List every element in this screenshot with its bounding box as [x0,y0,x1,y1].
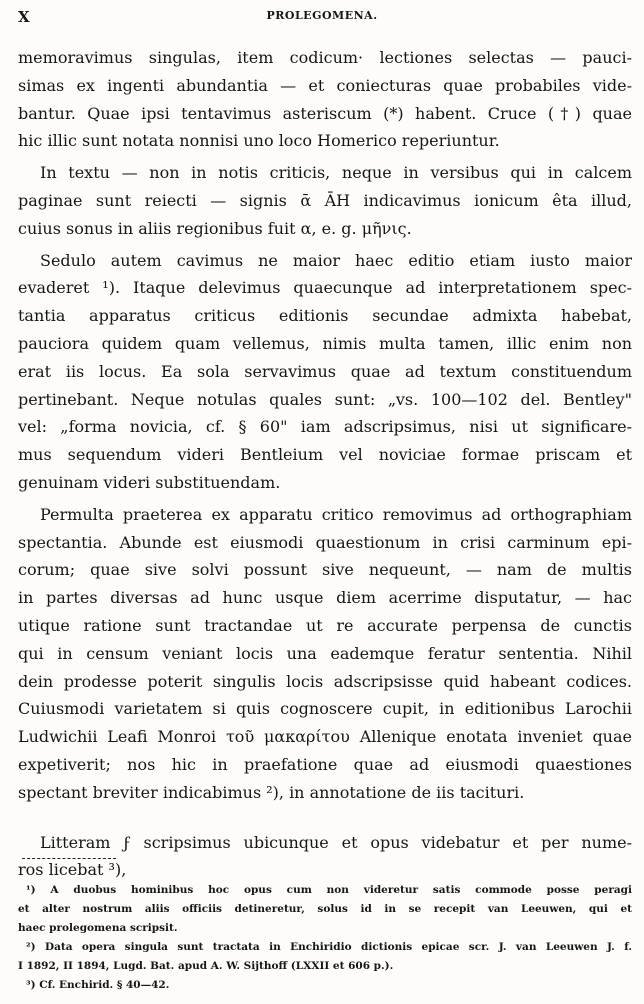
text-line: Ludwichii Leafi Monroi τοῦ μακαρίτου Allenique enotata inveniet quae [18,727,632,747]
text-line: simas ex ingenti abundantia — et coniecturas quae probabiles vide- [18,75,632,95]
footnote-rule [22,858,116,859]
text-line: spectant breviter indicabimus ²), in annotatione de iis tacituri. [18,782,525,802]
running-title: PROLEGOMENA. [266,9,378,22]
text-line: mus sequendum videri Bentleium vel noviciae formae priscam et [18,445,632,465]
footnote-line: ²) Data opera singula sunt tractata in Enchiridio dictionis epicae scr. J. van Leeuwen J. f. [26,941,632,953]
text-line: pertinebant. Neque notulas quales sunt: „vs. 100—102 del. Bentley" [18,389,632,409]
text-line: erat iis locus. Ea sola servavimus quae ad textum constituendum [18,361,632,381]
footnote-line: ¹) A duobus hominibus hoc opus cum non videretur satis commode posse peragi [26,884,632,896]
text-line: vel: „forma novicia, cf. § 60" iam adscripsimus, nisi ut significare- [18,417,632,437]
page-number: X [18,8,30,26]
footnote-line: haec prolegomena scripsit. [18,922,178,934]
text-line: Sedulo autem cavimus ne maior haec editio etiam iusto maior [40,250,632,270]
text-line: paginae sunt reiecti — signis ᾱ ᾹΗ indicavimus ionicum êta illud, [18,190,632,210]
text-line: cuius sonus in aliis regionibus fuit α, e. g. μῆνις. [18,218,412,238]
text-line: genuinam videri substituendam. [18,472,281,492]
text-line: hic illic sunt notata nonnisi uno loco Homerico reperiuntur. [18,131,500,151]
text-line: spectantia. Abunde est eiusmodi quaestionum in crisi carminum epi- [18,532,632,552]
footnote-line: et alter nostrum aliis officiis detineretur, solus id in se recepit van Leeuwen, qui et [18,903,632,915]
text-line: Cuiusmodi varietatem si quis cognoscere cupit, in editionibus Larochii [18,699,632,719]
text-line: evaderet ¹). Itaque delevimus quaecunque ad interpretationem spec- [18,278,632,298]
text-line: qui in censum veniant locis una eademque feratur sententia. Nihil [18,643,632,663]
text-line: In textu — non in notis criticis, neque in versibus qui in calcem [40,163,632,183]
text-line: corum; quae sive solvi possunt sive nequeunt, — nam de multis [18,560,632,580]
body-text [18,44,632,884]
page-header [18,6,626,28]
text-line: utique ratione sunt tractandae ut re accurate perpensa de cunctis [18,615,632,635]
text-line: Permulta praeterea ex apparatu critico removimus ad orthographiam [40,504,632,524]
text-line: Litteram ϝ scripsimus ubicunque et opus videbatur et per nume- [40,832,632,852]
text-line: memoravimus singulas, item codicum· lectiones selectas — pauci- [18,48,632,67]
text-line: in partes diversas ad hunc usque diem acerrime disputatur, — hac [18,588,632,608]
text-line: dein prodesse poterit singulis locis adscripsisse quid habeant codices. [18,671,632,691]
text-line: tantia apparatus criticus editionis secundae admixta habebat, [18,306,632,326]
footnote-line: ³) Cf. Enchirid. § 40—42. [26,979,170,991]
text-line: expetiverit; nos hic in praefatione quae ad eiusmodi quaestiones [18,754,632,774]
footnote-line: I 1892, II 1894, Lugd. Bat. apud A. W. Sijthoff (LXXII et 606 p.). [18,960,394,972]
text-line: ros licebat ³), [18,860,127,880]
text-line: pauciora quidem quam vellemus, nimis multa tamen, illic enim non [18,333,632,353]
text-line: bantur. Quae ipsi tentavimus asteriscum (*) habent. Cruce (†) quae [18,103,632,123]
footnotes [18,881,632,995]
